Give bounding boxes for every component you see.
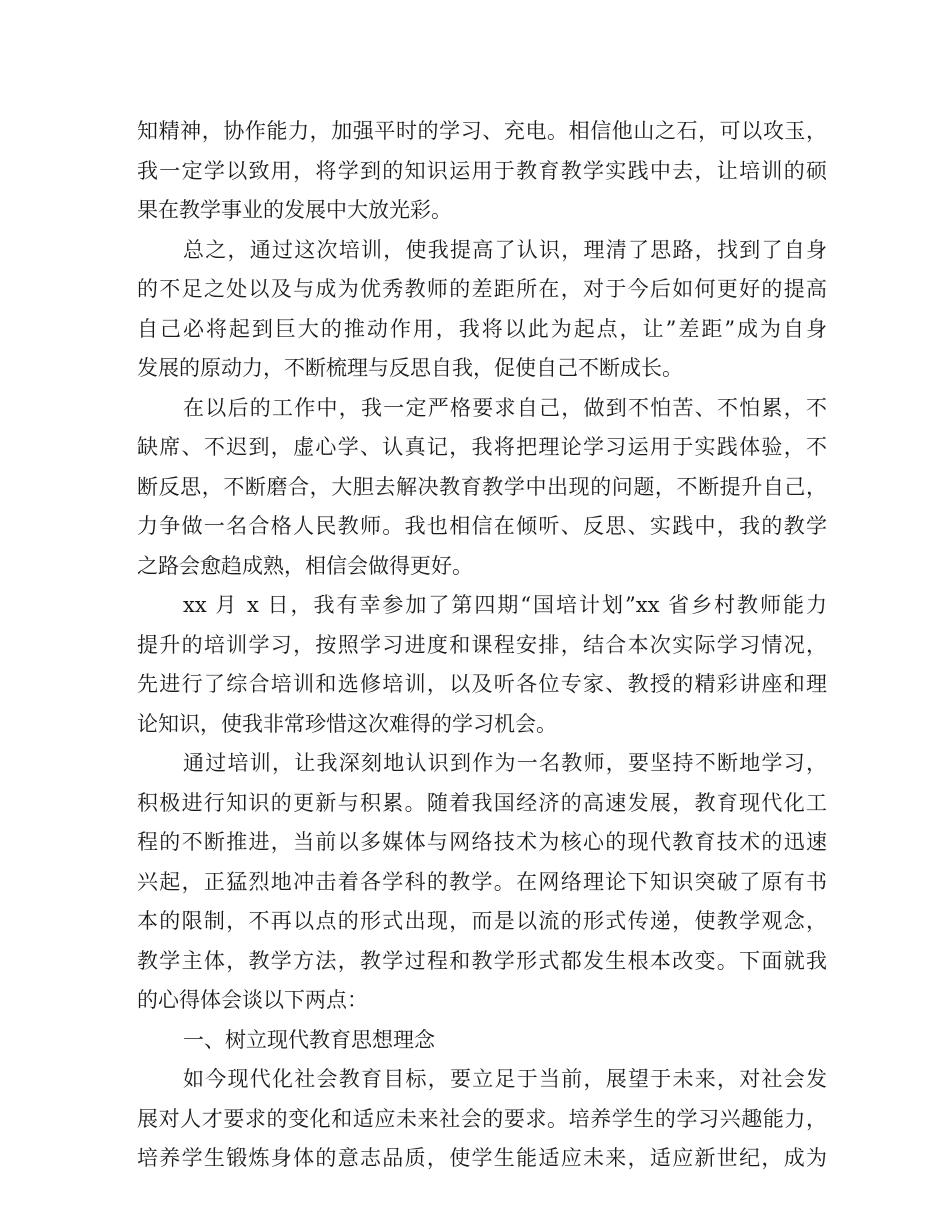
text-line: 总之，通过这次培训，使我提高了认识，理清了思路，找到了自身: [183, 237, 827, 262]
text-line: 教学主体，教学方法，教学过程和教学形式都发生根本改变。下面就我: [137, 948, 827, 973]
text-line: 论知识，使我非常珍惜这次难得的学习机会。: [137, 711, 557, 736]
text-line: 之路会愈趋成熟，相信会做得更好。: [137, 553, 473, 578]
text-line: 发展的原动力，不断梳理与反思自我，促使自己不断成长。: [137, 356, 683, 380]
text-line: 力争做一名合格人民教师。我也相信在倾听、反思、实践中，我的教学: [137, 514, 827, 538]
text-line: 先进行了综合培训和选修培训，以及听各位专家、教授的精彩讲座和理: [137, 672, 827, 696]
text-line: 通过培训，让我深刻地认识到作为一名教师，要坚持不断地学习，: [183, 751, 827, 775]
text-line: 兴起，正猛烈地冲击着各学科的教学。在网络理论下知识突破了原有书: [137, 869, 827, 894]
text-line: 在以后的工作中，我一定严格要求自己，做到不怕苦、不怕累，不: [183, 395, 827, 420]
text-line: 断反思，不断磨合，大胆去解决教育教学中出现的问题，不断提升自己，: [137, 474, 827, 499]
text-line: 知精神，协作能力，加强平时的学习、充电。相信他山之石，可以攻玉，: [137, 119, 827, 143]
text-line: 一、树立现代教育思想理念: [183, 1027, 435, 1052]
text-line: xx 月 x 日，我有幸参加了第四期“国培计划”xx 省乡村教师能力: [183, 593, 827, 617]
text-line: 本的限制，不再以点的形式出现，而是以流的形式传递，使教学观念，: [137, 909, 827, 933]
document-body: [137, 112, 827, 1179]
text-line: 我一定学以致用，将学到的知识运用于教育教学实践中去，让培训的硕: [137, 158, 827, 183]
text-line: 缺席、不迟到，虚心学、认真记，我将把理论学习运用于实践体验，不: [137, 435, 827, 459]
text-line: 如今现代化社会教育目标，要立足于当前，展望于未来，对社会发: [183, 1067, 827, 1091]
text-line: 培养学生锻炼身体的意志品质，使学生能适应未来，适应新世纪，成为: [137, 1146, 827, 1170]
text-line: 程的不断推进，当前以多媒体与网络技术为核心的现代教育技术的迅速: [137, 830, 827, 854]
text-line: 自己必将起到巨大的推动作用，我将以此为起点，让”差距”成为自身: [137, 316, 827, 341]
text-line: 的心得体会谈以下两点：: [137, 988, 368, 1012]
text-line: 提升的培训学习，按照学习进度和课程安排，结合本次实际学习情况，: [137, 632, 827, 657]
text-line: 展对人才要求的变化和适应未来社会的要求。培养学生的学习兴趣能力，: [137, 1106, 827, 1131]
text-line: 果在教学事业的发展中大放光彩。: [137, 198, 452, 222]
text-line: 的不足之处以及与成为优秀教师的差距所在，对于今后如何更好的提高: [137, 277, 827, 301]
text-line: 积极进行知识的更新与积累。随着我国经济的高速发展，教育现代化工: [137, 790, 827, 815]
